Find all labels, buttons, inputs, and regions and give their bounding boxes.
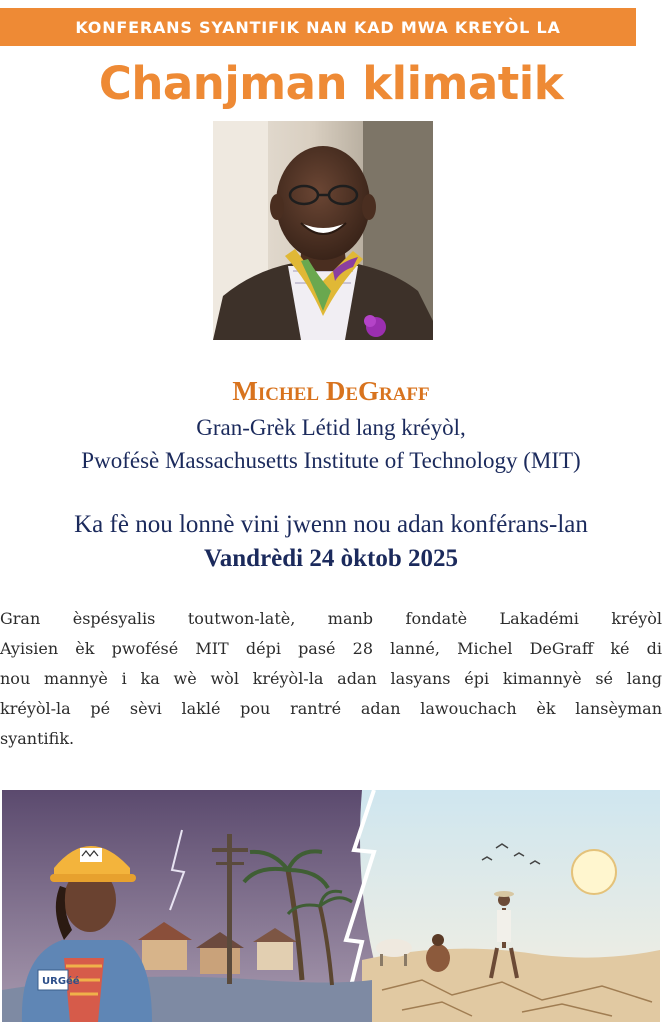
top-banner	[0, 8, 636, 46]
bio-line: nou mannyè i ka wè wòl kréyòl-la adan lasyans épi kimannyè sé lang	[0, 669, 662, 688]
page-title: Chanjman klimatik	[98, 57, 564, 110]
bio-line: kréyòl-la pé sèvi laklé pou rantré adan lawouchach èk lansèyman	[0, 699, 662, 718]
banner-text: KONFERANS SYANTIFIK NAN KAD MWA KREYÒL LA	[75, 17, 561, 37]
speaker-name: Michel DeGraff	[232, 376, 430, 406]
bio-line: Gran èspésyalis toutwon-latè, manb fondatè Lakadémi kréyòl	[0, 609, 662, 628]
speaker-photo	[213, 121, 433, 340]
climate-illustration	[2, 790, 660, 1022]
speaker-role-line-2: Pwofésè Massachusetts Institute of Technology (MIT)	[81, 448, 581, 473]
event-date: Vandrèdi 24 òktob 2025	[204, 545, 458, 572]
speaker-role-line-1: Gran-Grèk Létid lang kréyòl,	[196, 415, 466, 440]
badge-text: URGéé	[42, 976, 80, 987]
speaker-bio	[0, 604, 662, 754]
invitation-text: Ka fè nou lonnè vini jwenn nou adan konférans-lan	[74, 511, 588, 538]
bio-line: syantifik.	[0, 729, 75, 748]
bio-line: Ayisien èk pwofésé MIT dépi pasé 28 lanné, Michel DeGraff ké di	[0, 639, 662, 658]
